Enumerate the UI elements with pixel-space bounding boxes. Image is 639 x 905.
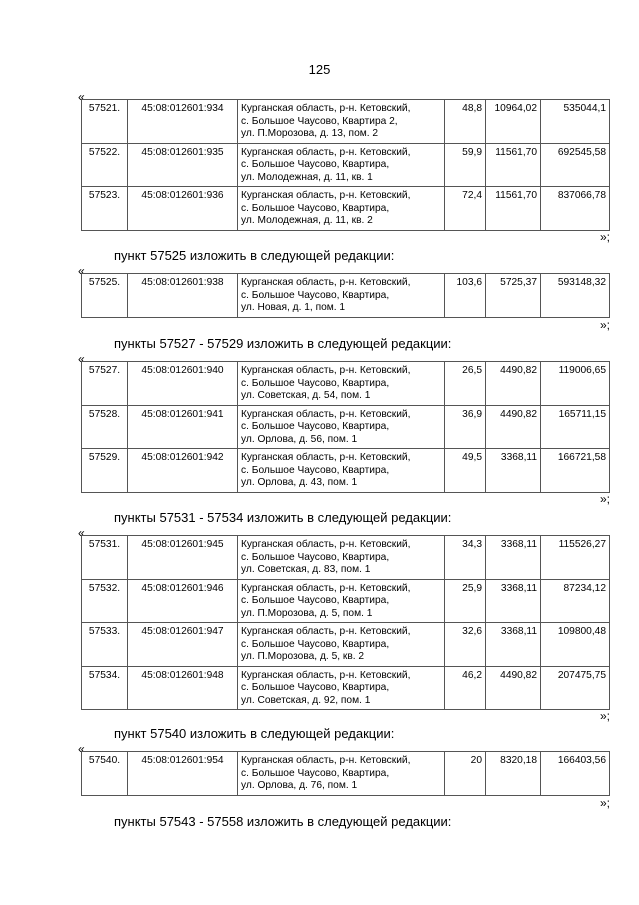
address-line: с. Большое Чаусово, Квартира, [241, 377, 390, 389]
item-number-cell: 57534. [82, 666, 128, 710]
opening-quote: « [78, 526, 85, 540]
unit-value-cell: 4490,82 [486, 405, 541, 449]
address-line: ул. П.Морозова, д. 5, кв. 2 [241, 651, 365, 662]
unit-value-cell: 3368,11 [486, 579, 541, 623]
item-number-cell: 57531. [82, 536, 128, 580]
cadastral-number-cell: 45:08:012601:938 [128, 274, 238, 318]
cadastral-value-cell: 109800,48 [541, 623, 610, 667]
table-row [82, 623, 610, 667]
register-table [81, 361, 610, 493]
address-line: с. Большое Чаусово, Квартира, [241, 767, 390, 779]
address-line: с. Большое Чаусово, Квартира, [241, 682, 390, 693]
opening-quote: « [78, 90, 85, 104]
address-line: Курганская область, р-н. Кетовский, [241, 103, 411, 114]
address-line: ул. П.Морозова, д. 5, пом. 1 [241, 607, 373, 619]
area-cell: 36,9 [445, 405, 486, 449]
cadastral-value-cell: 165711,15 [541, 405, 610, 449]
cadastral-number-cell: 45:08:012601:945 [128, 536, 238, 580]
table-row [82, 100, 610, 144]
cadastral-value-cell: 115526,27 [541, 536, 610, 580]
address-line: Курганская область, р-н. Кетовский, [241, 582, 411, 594]
cadastral-number-cell: 45:08:012601:935 [128, 143, 238, 187]
address-line: Курганская область, р-н. Кетовский, [241, 190, 411, 201]
amendment-instruction: пункт 57540 изложить в следующей редакции: [114, 726, 395, 741]
unit-value-cell: 8320,18 [486, 752, 541, 796]
address-cell [238, 274, 445, 318]
address-line: с. Большое Чаусово, Квартира, [241, 551, 390, 563]
unit-value-cell: 11561,70 [486, 143, 541, 187]
address-cell [238, 623, 445, 667]
final-instruction: пункты 57543 - 57558 изложить в следующей редакции: [114, 814, 452, 829]
area-cell: 49,5 [445, 449, 486, 493]
address-line: ул. Орлова, д. 56, пом. 1 [241, 433, 358, 445]
item-number-cell: 57521. [82, 100, 128, 144]
cadastral-number-cell: 45:08:012601:941 [128, 405, 238, 449]
address-line: с. Большое Чаусово, Квартира, [241, 595, 390, 606]
opening-quote: « [78, 352, 85, 366]
address-line: Курганская область, р-н. Кетовский, [241, 277, 411, 288]
cadastral-value-cell: 692545,58 [541, 143, 610, 187]
closing-quote: »; [599, 230, 610, 244]
address-cell [238, 579, 445, 623]
address-line: ул. Орлова, д. 76, пом. 1 [241, 780, 358, 791]
address-cell [238, 536, 445, 580]
area-cell: 34,3 [445, 536, 486, 580]
register-table [81, 99, 610, 231]
item-number-cell: 57540. [82, 752, 128, 796]
address-line: с. Большое Чаусово, Квартира, [241, 289, 390, 301]
table-row [82, 752, 610, 796]
address-line: ул. Советская, д. 83, пом. 1 [241, 564, 371, 575]
item-number-cell: 57527. [82, 362, 128, 406]
cadastral-number-cell: 45:08:012601:954 [128, 752, 238, 796]
item-number-cell: 57533. [82, 623, 128, 667]
address-line: ул. Орлова, д. 43, пом. 1 [241, 477, 358, 488]
address-line: Курганская область, р-н. Кетовский, [241, 146, 411, 158]
amendment-instruction: пункты 57527 - 57529 изложить в следующей редакции: [114, 336, 452, 351]
address-cell [238, 405, 445, 449]
address-cell [238, 187, 445, 231]
unit-value-cell: 4490,82 [486, 362, 541, 406]
address-line: ул. Новая, д. 1, пом. 1 [241, 302, 346, 313]
closing-quote: »; [599, 318, 610, 332]
area-cell: 20 [445, 752, 486, 796]
address-cell [238, 666, 445, 710]
table-row [82, 187, 610, 231]
address-line: с. Большое Чаусово, Квартира 2, [241, 115, 398, 127]
cadastral-value-cell: 87234,12 [541, 579, 610, 623]
address-line: Курганская область, р-н. Кетовский, [241, 408, 411, 420]
cadastral-value-cell: 837066,78 [541, 187, 610, 231]
address-line: Курганская область, р-н. Кетовский, [241, 539, 411, 550]
unit-value-cell: 3368,11 [486, 623, 541, 667]
address-line: ул. Советская, д. 92, пом. 1 [241, 694, 371, 706]
item-number-cell: 57522. [82, 143, 128, 187]
table-row [82, 405, 610, 449]
address-line: с. Большое Чаусово, Квартира, [241, 159, 390, 170]
unit-value-cell: 10964,02 [486, 100, 541, 144]
address-line: Курганская область, р-н. Кетовский, [241, 626, 411, 637]
cadastral-number-cell: 45:08:012601:942 [128, 449, 238, 493]
address-line: Курганская область, р-н. Кетовский, [241, 452, 411, 463]
address-cell [238, 100, 445, 144]
cadastral-number-cell: 45:08:012601:936 [128, 187, 238, 231]
cadastral-value-cell: 535044,1 [541, 100, 610, 144]
cadastral-number-cell: 45:08:012601:947 [128, 623, 238, 667]
cadastral-number-cell: 45:08:012601:948 [128, 666, 238, 710]
cadastral-value-cell: 207475,75 [541, 666, 610, 710]
address-line: ул. Советская, д. 54, пом. 1 [241, 390, 371, 401]
area-cell: 32,6 [445, 623, 486, 667]
amendment-instruction: пункт 57525 изложить в следующей редакции: [114, 248, 395, 263]
area-cell: 48,8 [445, 100, 486, 144]
address-line: Курганская область, р-н. Кетовский, [241, 365, 411, 376]
table-row [82, 362, 610, 406]
table-row [82, 274, 610, 318]
cadastral-value-cell: 593148,32 [541, 274, 610, 318]
address-line: ул. Молодежная, д. 11, кв. 2 [241, 215, 373, 226]
table-row [82, 143, 610, 187]
area-cell: 25,9 [445, 579, 486, 623]
unit-value-cell: 3368,11 [486, 449, 541, 493]
cadastral-value-cell: 166403,56 [541, 752, 610, 796]
address-line: с. Большое Чаусово, Квартира, [241, 202, 390, 214]
register-table [81, 751, 610, 796]
cadastral-value-cell: 166721,58 [541, 449, 610, 493]
address-line: с. Большое Чаусово, Квартира, [241, 421, 390, 432]
table-row [82, 666, 610, 710]
area-cell: 72,4 [445, 187, 486, 231]
unit-value-cell: 4490,82 [486, 666, 541, 710]
item-number-cell: 57525. [82, 274, 128, 318]
area-cell: 46,2 [445, 666, 486, 710]
address-cell [238, 362, 445, 406]
amendment-instruction: пункты 57531 - 57534 изложить в следующей редакции: [114, 510, 452, 525]
table-row [82, 536, 610, 580]
item-number-cell: 57528. [82, 405, 128, 449]
unit-value-cell: 5725,37 [486, 274, 541, 318]
address-cell [238, 143, 445, 187]
table-row [82, 449, 610, 493]
register-table [81, 273, 610, 318]
closing-quote: »; [599, 709, 610, 723]
item-number-cell: 57523. [82, 187, 128, 231]
register-table [81, 535, 610, 710]
opening-quote: « [78, 742, 85, 756]
closing-quote: »; [599, 796, 610, 810]
table-row [82, 579, 610, 623]
address-line: Курганская область, р-н. Кетовский, [241, 669, 411, 681]
address-line: ул. Молодежная, д. 11, кв. 1 [241, 171, 373, 183]
address-line: с. Большое Чаусово, Квартира, [241, 638, 390, 650]
address-line: ул. П.Морозова, д. 13, пом. 2 [241, 128, 379, 139]
address-cell [238, 752, 445, 796]
item-number-cell: 57529. [82, 449, 128, 493]
area-cell: 103,6 [445, 274, 486, 318]
unit-value-cell: 11561,70 [486, 187, 541, 231]
address-cell [238, 449, 445, 493]
address-line: с. Большое Чаусово, Квартира, [241, 464, 390, 476]
closing-quote: »; [599, 492, 610, 506]
address-line: Курганская область, р-н. Кетовский, [241, 755, 411, 766]
cadastral-number-cell: 45:08:012601:934 [128, 100, 238, 144]
cadastral-value-cell: 119006,65 [541, 362, 610, 406]
cadastral-number-cell: 45:08:012601:940 [128, 362, 238, 406]
area-cell: 59,9 [445, 143, 486, 187]
unit-value-cell: 3368,11 [486, 536, 541, 580]
area-cell: 26,5 [445, 362, 486, 406]
opening-quote: « [78, 264, 85, 278]
cadastral-number-cell: 45:08:012601:946 [128, 579, 238, 623]
page-number: 125 [308, 62, 331, 77]
item-number-cell: 57532. [82, 579, 128, 623]
